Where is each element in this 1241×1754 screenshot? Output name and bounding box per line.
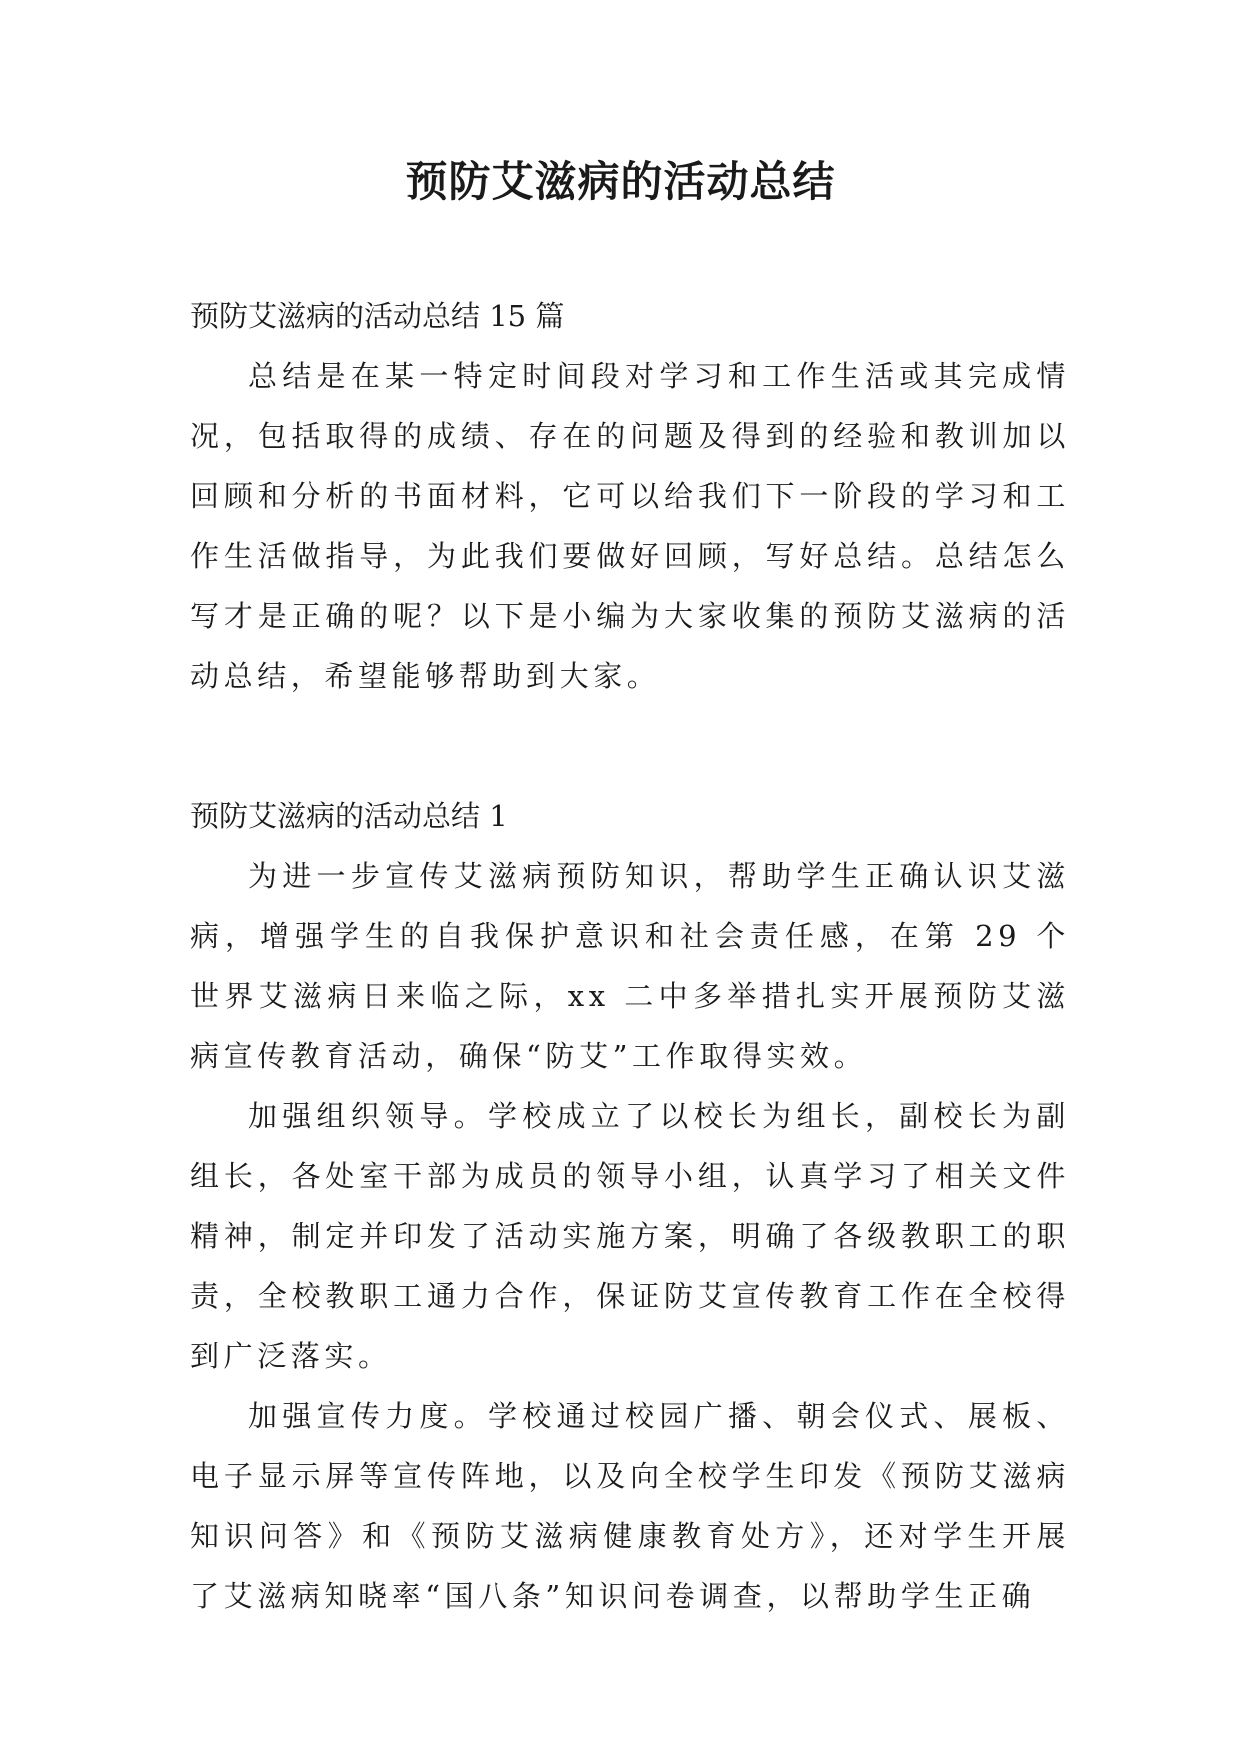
document-body — [190, 286, 1070, 1626]
document-title: 预防艾滋病的活动总结 — [405, 157, 836, 206]
section-1-paragraph-3: 加强宣传力度。学校通过校园广播、朝会仪式、展板、电子显示屏等宣传阵地，以及向全校学生印发《预防艾滋病知识问答》和《预防艾滋病健康教育处方》，还对学生开展了艾滋病知晓率“国八条”知识问卷调查，以帮助学生正确 — [190, 1399, 1070, 1613]
section-1-paragraph-1: 为进一步宣传艾滋病预防知识，帮助学生正确认识艾滋病，增强学生的自我保护意识和社会责任感，在第 29 个世界艾滋病日来临之际，xx 二中多举措扎实开展预防艾滋病宣传教育活动，确保“防艾”工作取得实效。 — [190, 859, 1070, 1073]
intro-heading: 预防艾滋病的活动总结 15 篇 — [190, 299, 565, 333]
section-1-heading: 预防艾滋病的活动总结 1 — [190, 799, 508, 833]
section-1-paragraph-2: 加强组织领导。学校成立了以校长为组长，副校长为副组长，各处室干部为成员的领导小组，认真学习了相关文件精神，制定并印发了活动实施方案，明确了各级教职工的职责，全校教职工通力合作，保证防艾宣传教育工作在全校得到广泛落实。 — [190, 1099, 1070, 1373]
intro-paragraph: 总结是在某一特定时间段对学习和工作生活或其完成情况，包括取得的成绩、存在的问题及得到的经验和教训加以回顾和分析的书面材料，它可以给我们下一阶段的学习和工作生活做指导，为此我们要做好回顾，写好总结。总结怎么写才是正确的呢？以下是小编为大家收集的预防艾滋病的活动总结，希望能够帮助到大家。 — [190, 359, 1070, 693]
section-spacer — [190, 706, 1070, 786]
